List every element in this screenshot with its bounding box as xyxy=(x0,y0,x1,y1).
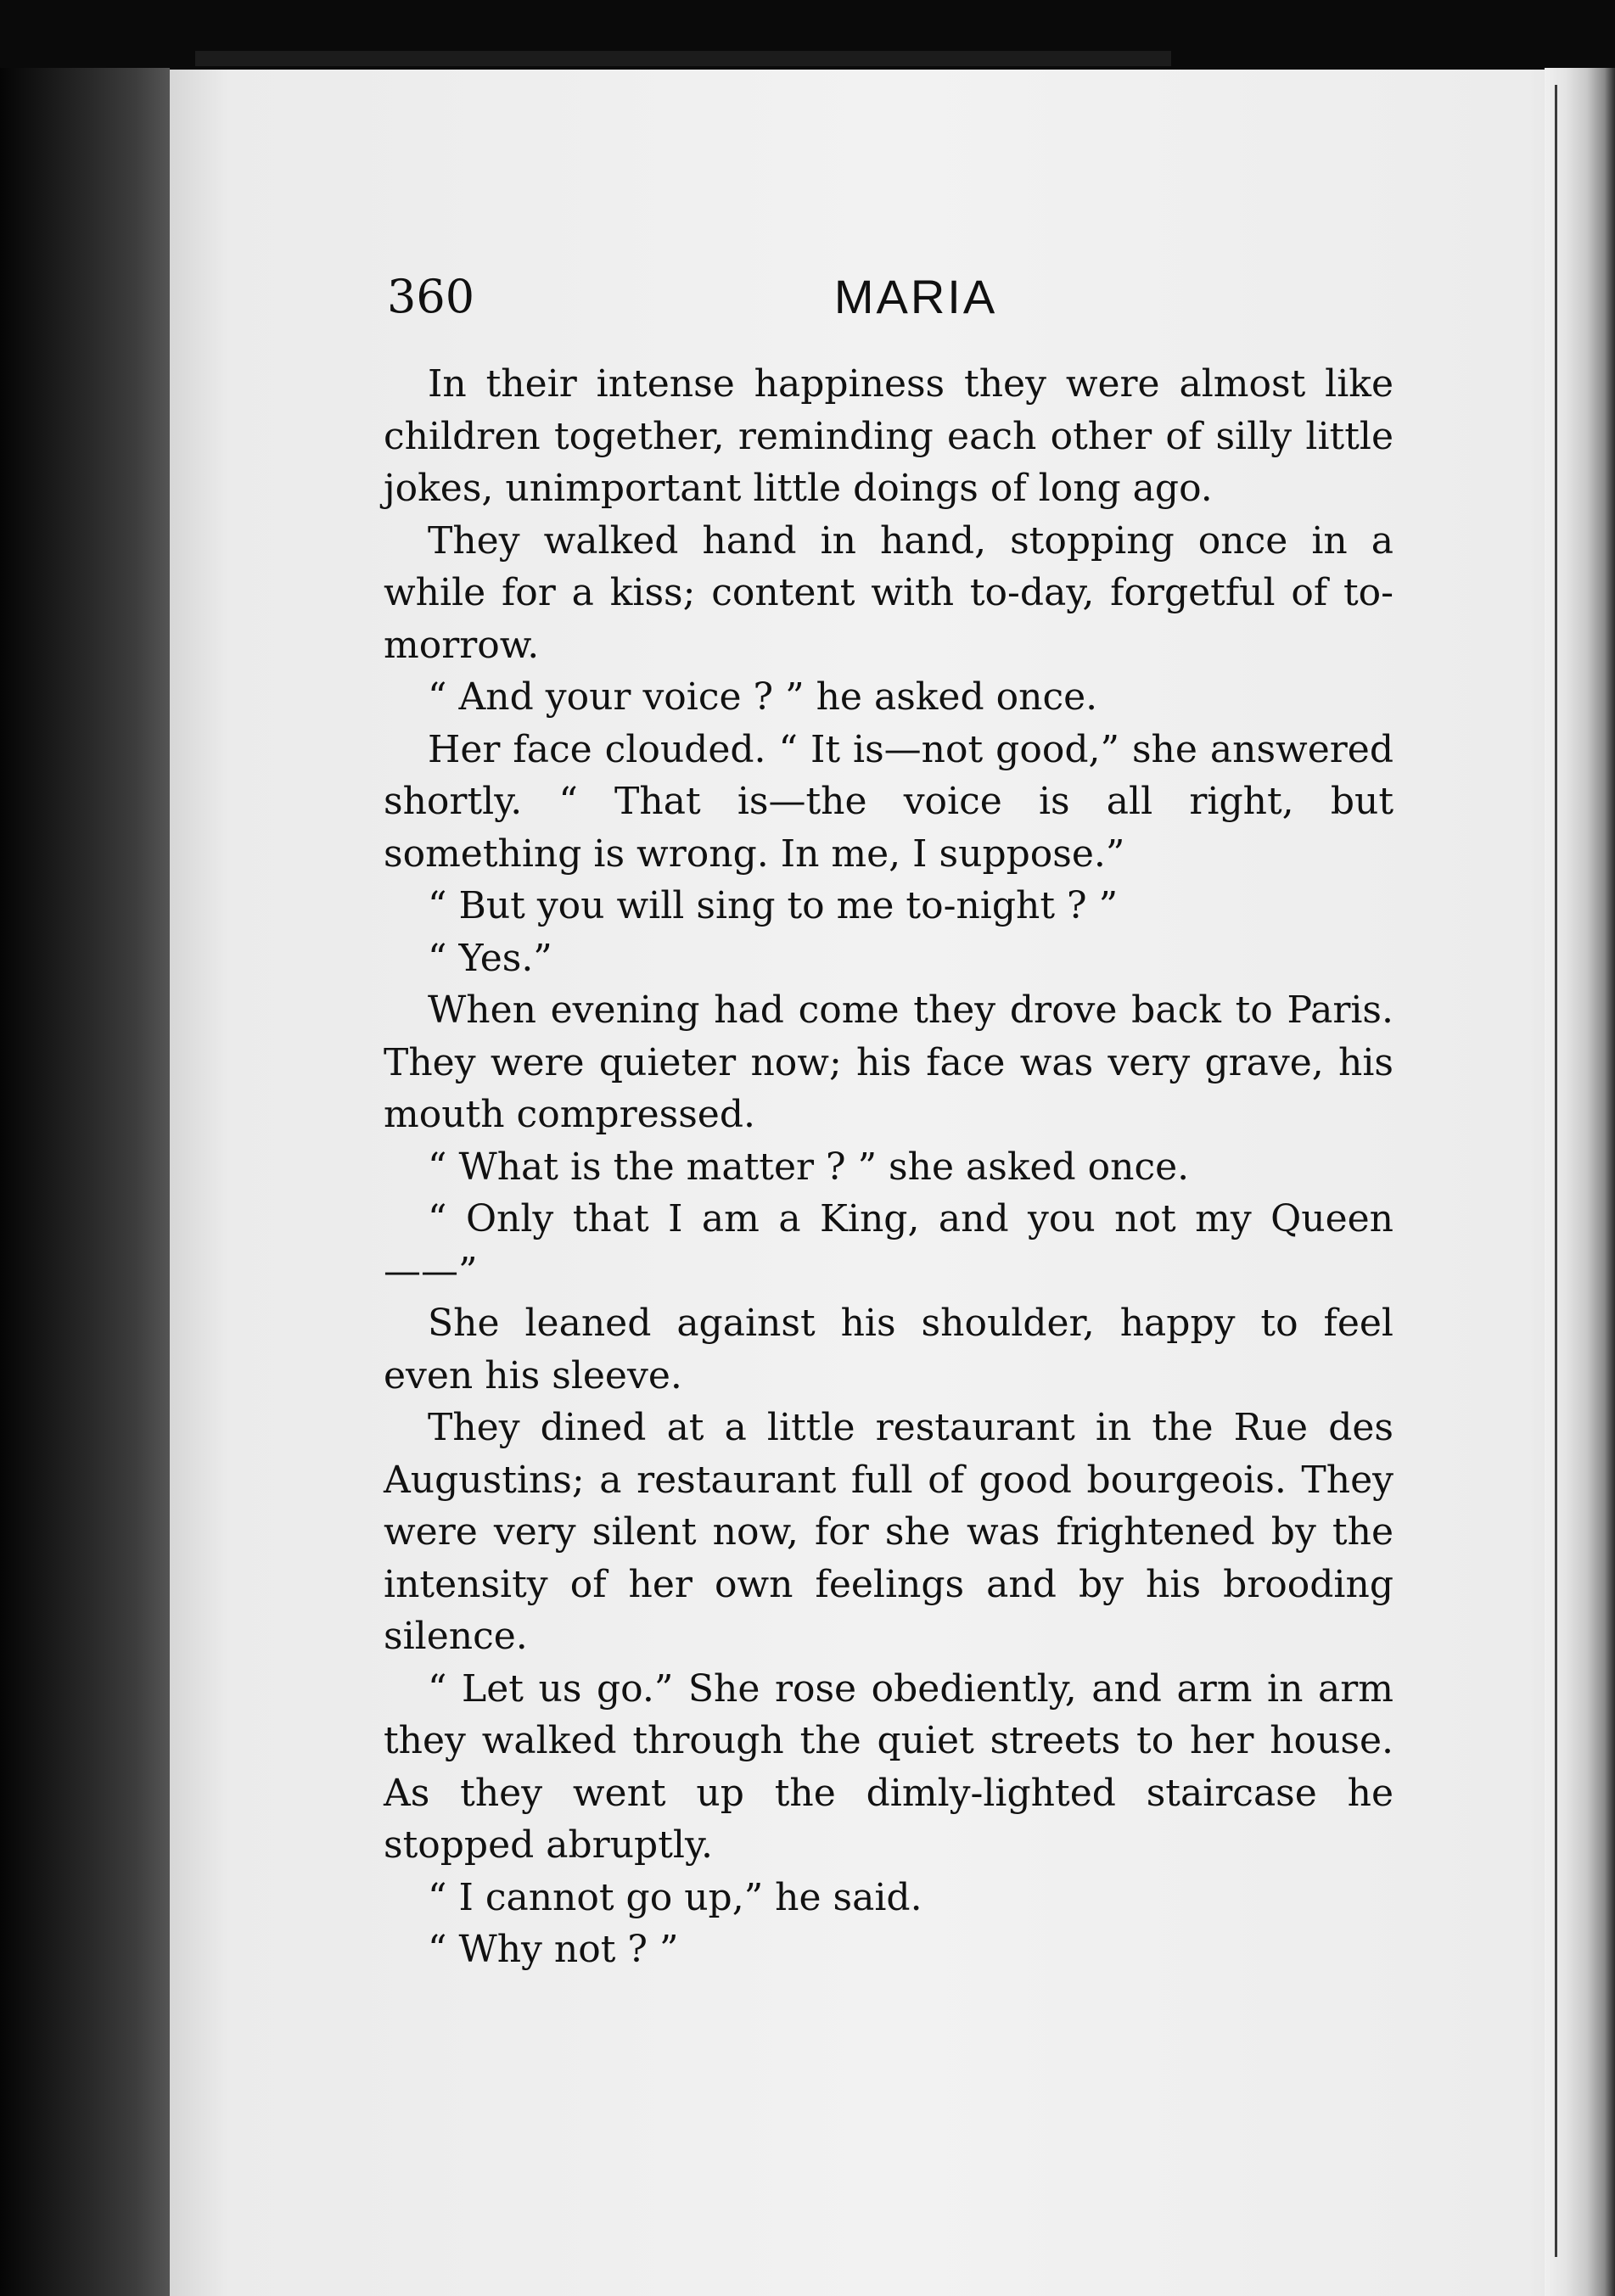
body-text xyxy=(384,358,1393,1976)
running-head: MARIA xyxy=(833,270,998,323)
page-number: 360 xyxy=(387,270,475,323)
right-edge-line xyxy=(1555,85,1557,2257)
paragraph: When evening had come they drove back to Paris. They were quieter now; his face was very grave, his mouth compressed. xyxy=(384,988,1393,1136)
paragraph: They dined at a little restaurant in the Rue des Augustins; a restaurant full of good bourgeois. They were very silent now, for she was frightened by the intensity of her own feelings and by his brooding silence. xyxy=(384,1406,1393,1658)
paragraph: In their intense happiness they were almost like children together, reminding each other of silly little jokes, unimportant little doings of long ago. xyxy=(384,362,1393,510)
paragraph: “ But you will sing to me to-night ? ” xyxy=(428,884,1119,927)
paragraph: “ I cannot go up,” he said. xyxy=(428,1875,922,1919)
book-binding-shadow xyxy=(0,0,170,2296)
paragraph: “ Only that I am a King, and you not my Queen——” xyxy=(384,1197,1393,1293)
paragraph: “ Yes.” xyxy=(428,936,552,980)
paragraph: “ What is the matter ? ” she asked once. xyxy=(428,1145,1190,1189)
paragraph: “ Why not ? ” xyxy=(428,1928,679,1971)
paragraph: She leaned against his shoulder, happy to feel even his sleeve. xyxy=(384,1302,1393,1397)
paragraph: They walked hand in hand, stopping once in a while for a kiss; content with to-day, forgetful of to-morrow. xyxy=(384,518,1393,667)
paragraph: “ Let us go.” She rose obediently, and arm in arm they walked through the quiet streets to her house. As they went up the dimly-lighted staircase he stopped abruptly. xyxy=(384,1666,1393,1867)
paragraph: “ And your voice ? ” he asked once. xyxy=(428,675,1098,719)
top-page-edge xyxy=(195,51,1171,66)
page-header xyxy=(387,267,1393,327)
paragraph: Her face clouded. “ It is—not good,” she answered shortly. “ That is—the voice is all right, but something is wrong. In me, I suppose.” xyxy=(384,727,1393,876)
